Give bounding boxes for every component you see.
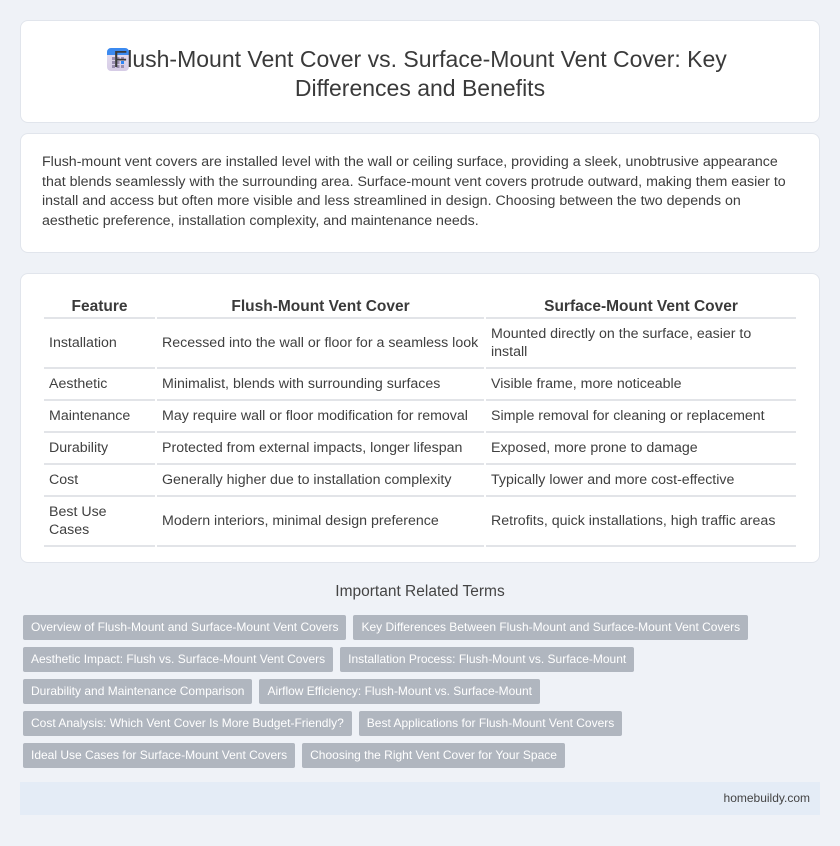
feature-cell: Installation: [44, 319, 155, 369]
header-feature: Feature: [44, 294, 155, 319]
related-term-tag[interactable]: Cost Analysis: Which Vent Cover Is More Budget-Friendly?: [23, 711, 352, 736]
table-row: [44, 369, 796, 401]
feature-cell: Best Use Cases: [44, 497, 155, 547]
comparison-table: [42, 294, 798, 547]
related-term-tag[interactable]: Airflow Efficiency: Flush-Mount vs. Surface-Mount: [259, 679, 540, 704]
footer-site-link[interactable]: homebuildy.com: [723, 791, 810, 805]
footer-bar: [20, 782, 820, 815]
header-surface-mount: Surface-Mount Vent Cover: [486, 294, 796, 319]
surface-cell: Visible frame, more noticeable: [486, 369, 796, 401]
related-term-tag[interactable]: Installation Process: Flush-Mount vs. Surface-Mount: [340, 647, 634, 672]
related-term-tag[interactable]: Aesthetic Impact: Flush vs. Surface-Mount Vent Covers: [23, 647, 333, 672]
flush-cell: Generally higher due to installation complexity: [157, 465, 484, 497]
surface-cell: Typically lower and more cost-effective: [486, 465, 796, 497]
flush-cell: Modern interiors, minimal design preference: [157, 497, 484, 547]
page-title: Flush-Mount Vent Cover vs. Surface-Mount Vent Cover: Key Differences and Benefits: [113, 46, 727, 101]
table-row: [44, 433, 796, 465]
related-term-tag[interactable]: Overview of Flush-Mount and Surface-Mount Vent Covers: [23, 615, 346, 640]
surface-cell: Simple removal for cleaning or replacement: [486, 401, 796, 433]
table-row: [44, 401, 796, 433]
related-terms-heading: Important Related Terms: [335, 583, 505, 600]
header-flush-mount: Flush-Mount Vent Cover: [157, 294, 484, 319]
flush-cell: Recessed into the wall or floor for a seamless look: [157, 319, 484, 369]
feature-cell: Durability: [44, 433, 155, 465]
table-row: [44, 465, 796, 497]
related-terms-list: [23, 615, 813, 775]
flush-cell: Protected from external impacts, longer lifespan: [157, 433, 484, 465]
flush-cell: Minimalist, blends with surrounding surfaces: [157, 369, 484, 401]
feature-cell: Maintenance: [44, 401, 155, 433]
intro-paragraph: Flush-mount vent covers are installed level with the wall or ceiling surface, providing a sleek, unobtrusive appearance that blends seamlessly with the surrounding area. Surface-mount vent covers protrude outward, making them easier to install and access but often more visible and less streamlined in design. Choosing between the two depends on aesthetic preference, installation complexity, and maintenance needs.: [42, 154, 786, 229]
related-term-tag[interactable]: Ideal Use Cases for Surface-Mount Vent Covers: [23, 743, 295, 768]
surface-cell: Exposed, more prone to damage: [486, 433, 796, 465]
surface-cell: Retrofits, quick installations, high traffic areas: [486, 497, 796, 547]
comparison-table-card: [20, 273, 820, 563]
flush-cell: May require wall or floor modification for removal: [157, 401, 484, 433]
related-term-tag[interactable]: Key Differences Between Flush-Mount and Surface-Mount Vent Covers: [353, 615, 748, 640]
surface-cell: Mounted directly on the surface, easier to install: [486, 319, 796, 369]
feature-cell: Cost: [44, 465, 155, 497]
related-term-tag[interactable]: Best Applications for Flush-Mount Vent Covers: [359, 711, 622, 736]
intro-card: [20, 133, 820, 253]
header-card: [20, 20, 820, 123]
table-header-row: [44, 294, 796, 319]
feature-cell: Aesthetic: [44, 369, 155, 401]
table-row: [44, 497, 796, 547]
table-row: [44, 319, 796, 369]
related-term-tag[interactable]: Choosing the Right Vent Cover for Your Space: [302, 743, 565, 768]
related-term-tag[interactable]: Durability and Maintenance Comparison: [23, 679, 252, 704]
